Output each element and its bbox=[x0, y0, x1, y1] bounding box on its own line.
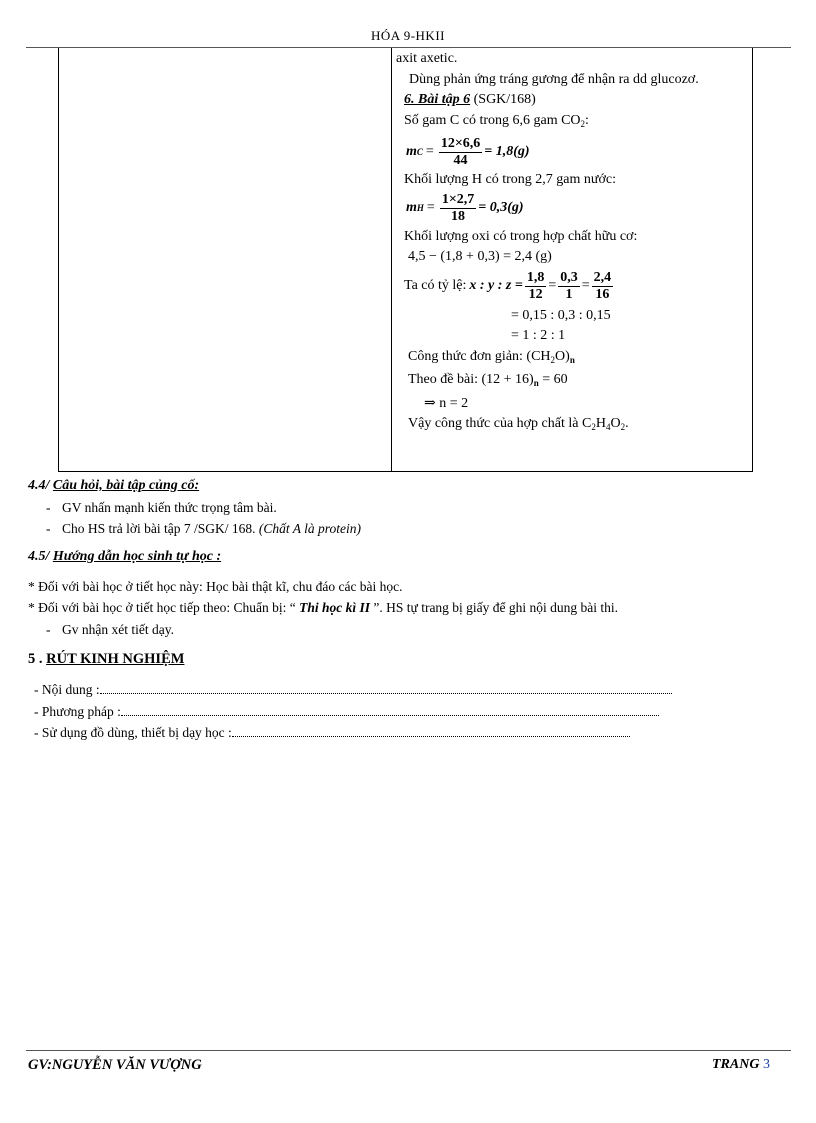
s44-item-1-text: GV nhấn mạnh kiến thức trọng tâm bài. bbox=[62, 500, 277, 515]
section-5-heading bbox=[28, 651, 184, 668]
s45-line-1: * Đối với bài học ở tiết học này: Học bài thật kĩ, chu đáo các bài học. bbox=[28, 579, 403, 594]
m-c-sub: C bbox=[416, 146, 423, 157]
theo-de-bai bbox=[396, 370, 746, 394]
footer-page bbox=[712, 1057, 770, 1073]
carbon-intro-sub: 2 bbox=[580, 118, 586, 129]
review-content-label: - Nội dung : bbox=[34, 682, 100, 697]
ratio-formula: Ta có tỷ lệ: x : y : z = $\frac{1,8}{12}$ = $\frac{0,3}{1}$ = $\frac{2,4}{16}$ bbox=[404, 270, 612, 302]
m-h-sub: H bbox=[416, 203, 424, 214]
final-c: O bbox=[610, 416, 621, 431]
exercise-title: 6. Bài tập 6 bbox=[404, 92, 471, 107]
section-4-4-heading bbox=[28, 478, 199, 494]
exercise-heading bbox=[396, 90, 746, 111]
review-content-dots bbox=[100, 682, 672, 694]
m-c-numerator: 12×6,6 bbox=[440, 135, 481, 151]
review-method-dots bbox=[121, 704, 659, 716]
s45-line-2-a: * Đối với bài học ở tiết học tiếp theo: Chuẩn bị: “ bbox=[28, 600, 300, 615]
theo-de-end: = 60 bbox=[538, 372, 568, 387]
r3-num: 2,4 bbox=[593, 270, 612, 285]
m-c-result: = 1,8(g) bbox=[484, 143, 530, 159]
cell-line-1: axit axetic. bbox=[396, 51, 458, 66]
ratio-fraction-2 bbox=[558, 270, 580, 303]
s44-item-2-text: Cho HS trả lời bài tập 7 /SGK/ 168. bbox=[62, 521, 259, 536]
header-title: HÓA 9-HKII bbox=[371, 28, 445, 43]
ratio-fraction-3 bbox=[592, 270, 614, 303]
s45-line-3: - Gv nhận xét tiết dạy. bbox=[46, 622, 174, 637]
review-content-row bbox=[34, 682, 672, 698]
review-method-label: - Phương pháp : bbox=[34, 704, 121, 719]
hydrogen-mass-formula: m H = $\frac{1\times 2,7}{18}$ = 0,3(g) bbox=[406, 192, 524, 224]
carbon-mass-formula: m C = $\frac{12\times 6,6}{44}$ = 1,8(g) bbox=[406, 135, 530, 168]
theo-de-subn: n bbox=[533, 378, 539, 388]
cell-line-2: Dùng phản ứng tráng gương để nhận ra dd glucozơ. bbox=[409, 71, 699, 87]
section-4-4-title: Câu hỏi, bài tập củng cố: bbox=[52, 478, 200, 493]
s45-line-2-b: Thi học kì II bbox=[299, 600, 370, 615]
simple-formula-a: Công thức đơn giản: (CH bbox=[408, 348, 551, 364]
carbon-intro-end: : bbox=[585, 112, 589, 128]
simple-formula bbox=[396, 347, 746, 371]
m-h-label: m bbox=[406, 200, 417, 216]
ratio-line-2: = 0,15 : 0,3 : 0,15 bbox=[511, 307, 611, 323]
n-equation: ⇒ n = 2 bbox=[424, 395, 469, 411]
final-s3: 2 bbox=[620, 422, 626, 432]
m-h-denominator: 18 bbox=[451, 209, 466, 224]
table-column-divider bbox=[391, 48, 392, 472]
section-5-title: RÚT KINH NGHIỆM bbox=[46, 651, 185, 667]
final-s1: 2 bbox=[591, 422, 596, 432]
theo-de-a: Theo đề bài: (12 + 16) bbox=[408, 372, 534, 387]
review-method-row bbox=[34, 704, 659, 720]
ratio-vars: x : y : z = bbox=[469, 278, 523, 294]
section-5-number: 5 . bbox=[28, 651, 47, 667]
m-h-fraction bbox=[440, 192, 476, 225]
m-h-numerator: 1×2,7 bbox=[441, 192, 475, 207]
review-equipment-row bbox=[34, 725, 630, 741]
review-equipment-dots bbox=[232, 725, 630, 737]
r2-num: 0,3 bbox=[560, 270, 578, 285]
table-right-cell bbox=[396, 49, 746, 438]
m-h-result: = 0,3(g) bbox=[478, 200, 524, 216]
s45-line-3-text: Gv nhận xét tiết dạy. bbox=[62, 622, 174, 637]
section-4-5-number: 4.5/ bbox=[28, 549, 50, 564]
final-s2: 4 bbox=[605, 422, 611, 432]
s44-item-1: - GV nhấn mạnh kiến thức trọng tâm bài. bbox=[46, 500, 277, 515]
m-c-fraction bbox=[439, 136, 482, 169]
simple-formula-b: O) bbox=[555, 348, 570, 364]
hydrogen-intro: Khối lượng H có trong 2,7 gam nước: bbox=[404, 172, 616, 187]
r3-den: 16 bbox=[595, 287, 610, 302]
review-equipment-label: - Sử dụng đồ dùng, thiết bị dạy học : bbox=[34, 725, 232, 740]
r1-num: 1,8 bbox=[526, 270, 545, 285]
simple-formula-subn: n bbox=[569, 354, 575, 365]
footer-teacher: GV:NGUYỄN VĂN VƯỢNG bbox=[28, 1057, 202, 1073]
footer-page-number: 3 bbox=[762, 1057, 770, 1072]
ratio-line-3: = 1 : 2 : 1 bbox=[511, 328, 566, 343]
final-a: Vậy công thức của hợp chất là C bbox=[408, 416, 592, 431]
s44-item-2: - Cho HS trả lời bài tập 7 /SGK/ 168. (Chất A là protein) bbox=[46, 521, 362, 536]
simple-formula-sub2: 2 bbox=[550, 354, 556, 365]
exercise-ref: (SGK/168) bbox=[470, 92, 536, 107]
footer-page-label: TRANG bbox=[712, 1057, 763, 1072]
section-4-5-title: Hướng dẫn học sinh tự học : bbox=[52, 549, 222, 564]
footer-rule bbox=[26, 1050, 791, 1051]
carbon-intro bbox=[396, 111, 746, 135]
section-4-4-number: 4.4/ bbox=[28, 478, 50, 493]
oxygen-calc: 4,5 − (1,8 + 0,3) = 2,4 (g) bbox=[408, 249, 552, 264]
carbon-intro-text: Số gam C có trong 6,6 gam CO bbox=[404, 112, 581, 128]
oxygen-intro: Khối lượng oxi có trong hợp chất hữu cơ: bbox=[404, 228, 638, 244]
s44-item-2-italic: (Chất A là protein) bbox=[258, 521, 362, 536]
s45-line-2-c: ”. HS tự trang bị giấy để ghi nội dung bài thi. bbox=[370, 600, 619, 615]
final-formula bbox=[396, 414, 746, 438]
final-d: . bbox=[625, 416, 629, 431]
m-c-label: m bbox=[406, 143, 417, 159]
r2-den: 1 bbox=[565, 287, 573, 302]
m-c-denominator: 44 bbox=[453, 152, 468, 168]
section-4-5-heading bbox=[28, 549, 221, 565]
ratio-lead: Ta có tỷ lệ: bbox=[404, 278, 467, 294]
r1-den: 12 bbox=[528, 287, 543, 302]
s45-line-2 bbox=[28, 600, 618, 616]
final-b: H bbox=[595, 416, 606, 431]
ratio-fraction-1 bbox=[525, 270, 547, 303]
